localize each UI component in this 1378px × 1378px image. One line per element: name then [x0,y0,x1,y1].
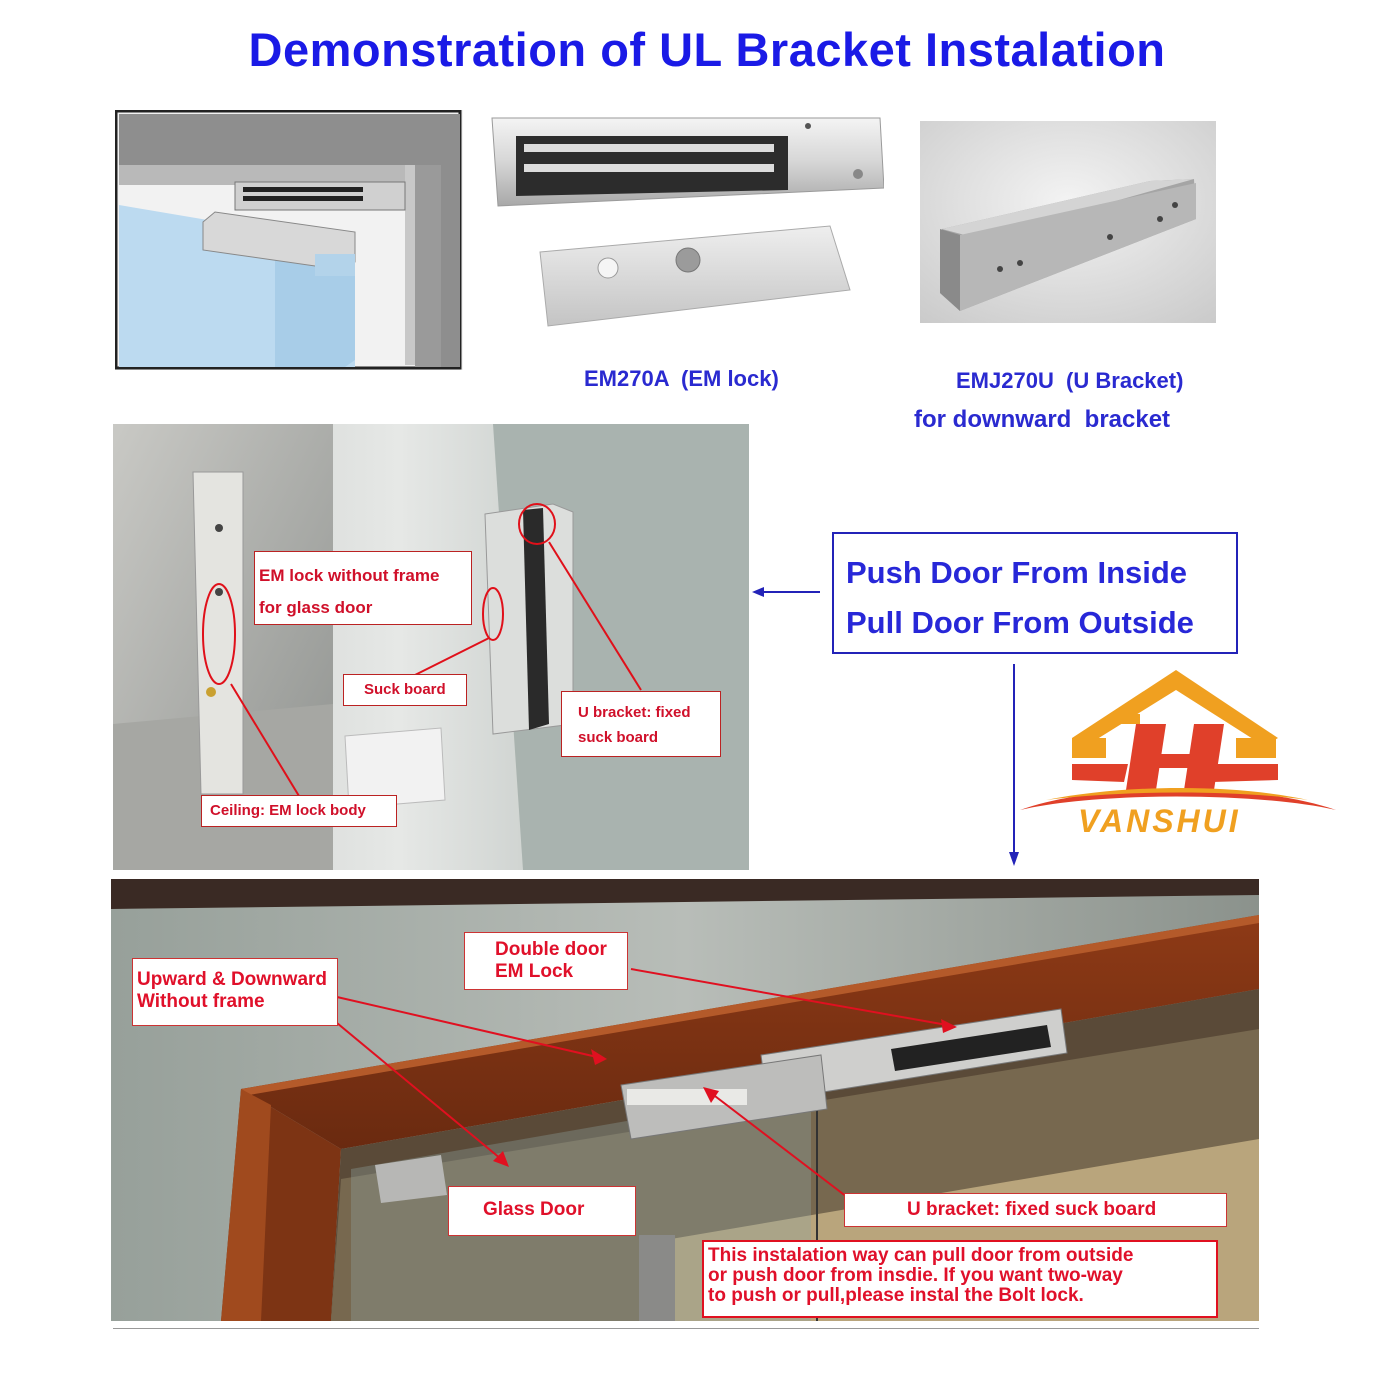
pull-door-text: Pull Door From Outside [846,605,1194,640]
double-door-label-line2: EM Lock [495,961,574,982]
u-bracket-fixed-label [561,691,721,757]
note-line2: or push door from insdie. If you want two-way [708,1265,1123,1286]
u-bracket-caption: EMJ270U (U Bracket) [956,368,1184,393]
double-door-em-lock-label [464,932,628,990]
ceiling-em-lock-body-label: Ceiling: EM lock body [201,795,397,827]
em-lock-label-line1: EM lock without frame [259,566,440,585]
em-lock-caption: EM270A (EM lock) [584,366,779,391]
u-bracket-subcaption: for downward bracket [914,406,1171,433]
bottom-divider [113,1328,1259,1329]
left-arrow [752,583,822,601]
em-lock-label-line2: for glass door [259,598,373,617]
upward-label-line2: Without frame [137,991,265,1012]
installation-note [702,1240,1218,1318]
u-bracket-fixed-suck-board-label: U bracket: fixed suck board [844,1193,1227,1227]
push-door-text: Push Door From Inside [846,555,1188,590]
note-line3: to push or pull,please instal the Bolt lock. [708,1285,1084,1306]
em-lock-product-image [488,108,884,330]
page-title: Demonstration of UL Bracket Instalation [248,23,1166,76]
logo-brand-text: VANSHUI [1078,803,1241,839]
upward-label-line1: Upward & Downward [137,969,328,990]
u-bracket-label-line2: suck board [578,729,659,746]
suck-board-label: Suck board [343,674,467,706]
frame-illustration [115,110,463,370]
vanshui-logo [1016,664,1338,844]
u-bracket-product-image [920,121,1216,323]
glass-door-label: Glass Door [448,1186,636,1236]
direction-info-box [832,532,1238,654]
u-bracket-label-line1: U bracket: fixed [578,704,691,721]
double-door-label-line1: Double door [495,939,607,960]
note-line1: This instalation way can pull door from outside [708,1245,1134,1266]
upward-downward-label [132,958,338,1026]
em-lock-without-frame-label [254,551,472,625]
